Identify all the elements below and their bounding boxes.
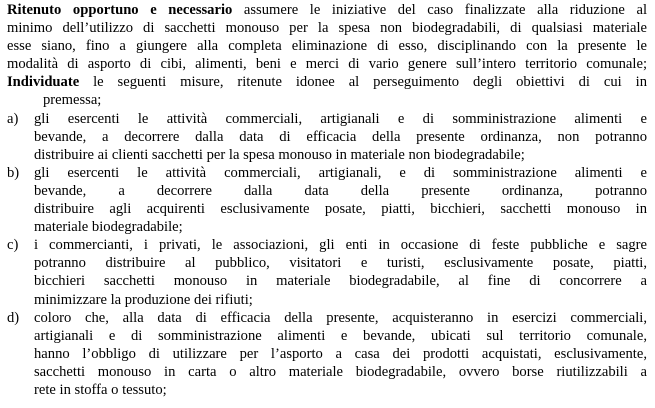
intro-bold-lead: Ritenuto opportuno e necessario — [7, 2, 233, 18]
intro-paragraph — [7, 1, 647, 73]
individuate-line: premessa; — [43, 92, 102, 109]
individuate-text: le seguenti misure, ritenute idonee al perseguimento degli obiettivi di cui in — [79, 74, 647, 91]
list-item-marker: c) — [7, 237, 19, 254]
individuate-line — [7, 73, 647, 91]
list-item-c — [7, 236, 647, 308]
intro-line: modalità di asporto di cibi, alimenti, beni e merci di vario genere sull’intero territorio comunale; — [7, 56, 647, 73]
list-item-b — [7, 164, 647, 236]
list-item-a — [7, 110, 647, 164]
list-item-line: hanno l’obbligo di utilizzare per l’asporto a casa dei prodotti acquistati, esclusivamente, — [34, 345, 647, 362]
list-item-d — [7, 309, 647, 399]
individuate-paragraph — [7, 73, 647, 109]
individuate-bold-lead: Individuate — [7, 74, 80, 91]
list-item-line: potranno distribuire al pubblico, visitatori e turisti, esclusivamente posate, piatti, — [34, 255, 647, 272]
document-body — [7, 1, 647, 399]
list-item-marker: a) — [7, 110, 19, 127]
intro-text: assumere le iniziative del caso finalizzate alla riduzione al — [232, 2, 647, 18]
list-item-line: sacchetti monouso in carta o altro materiale biodegradabile, ovvero borse riutilizzabili a — [34, 363, 647, 380]
list-item-line — [7, 309, 647, 327]
list-item-text: coloro che, alla data di efficacia della presente, acquisteranno in esercizi commerciali, — [34, 309, 647, 326]
intro-line: esse siano, fino a giungere alla completa eliminazione di esso, disciplinando con la presente le — [7, 38, 647, 55]
list-item-line: bicchieri sacchetti monouso in materiale biodegradabile, al fine di concorrere a — [34, 273, 647, 290]
intro-line — [7, 1, 647, 19]
list-item-line: distribuire ai clienti sacchetti per la spesa monouso in materiale non biodegradabile; — [34, 146, 525, 163]
list-item-text: gli esercenti le attività commerciali, artigianali, e di somministrazione alimenti e — [34, 164, 647, 181]
list-item-line: materiale biodegradabile; — [34, 219, 183, 236]
list-item-line — [7, 164, 647, 182]
list-item-line: bevande, a decorrere dalla data della presente ordinanza, potranno — [34, 182, 647, 199]
list-item-text: i commercianti, i privati, le associazioni, gli enti in occasione di feste pubbliche e sagre — [34, 237, 647, 254]
list-item-marker: b) — [7, 164, 20, 181]
list-item-line — [7, 236, 647, 254]
list-item-line: artigianali e di somministrazione alimenti e bevande, ubicati sul territorio comunale, — [34, 327, 647, 344]
intro-line: minimo dell’utilizzo di sacchetti monouso per la spesa non biodegradabili, di qualsiasi materiale — [7, 20, 647, 37]
list-item-line: minimizzare la produzione dei rifiuti; — [34, 291, 253, 308]
list-item-line: bevande, a decorrere dalla data di efficacia della presente ordinanza, non potranno — [34, 128, 647, 145]
list-item-line: rete in stoffa o tessuto; — [34, 381, 167, 398]
list-item-marker: d) — [7, 309, 20, 326]
list-item-text: gli esercenti le attività commerciali, artigianali e di somministrazione alimenti e — [34, 110, 647, 127]
list-item-line — [7, 110, 647, 128]
list-item-line: distribuire agli acquirenti esclusivamente posate, piatti, bicchieri, sacchetti monouso in — [34, 201, 647, 218]
